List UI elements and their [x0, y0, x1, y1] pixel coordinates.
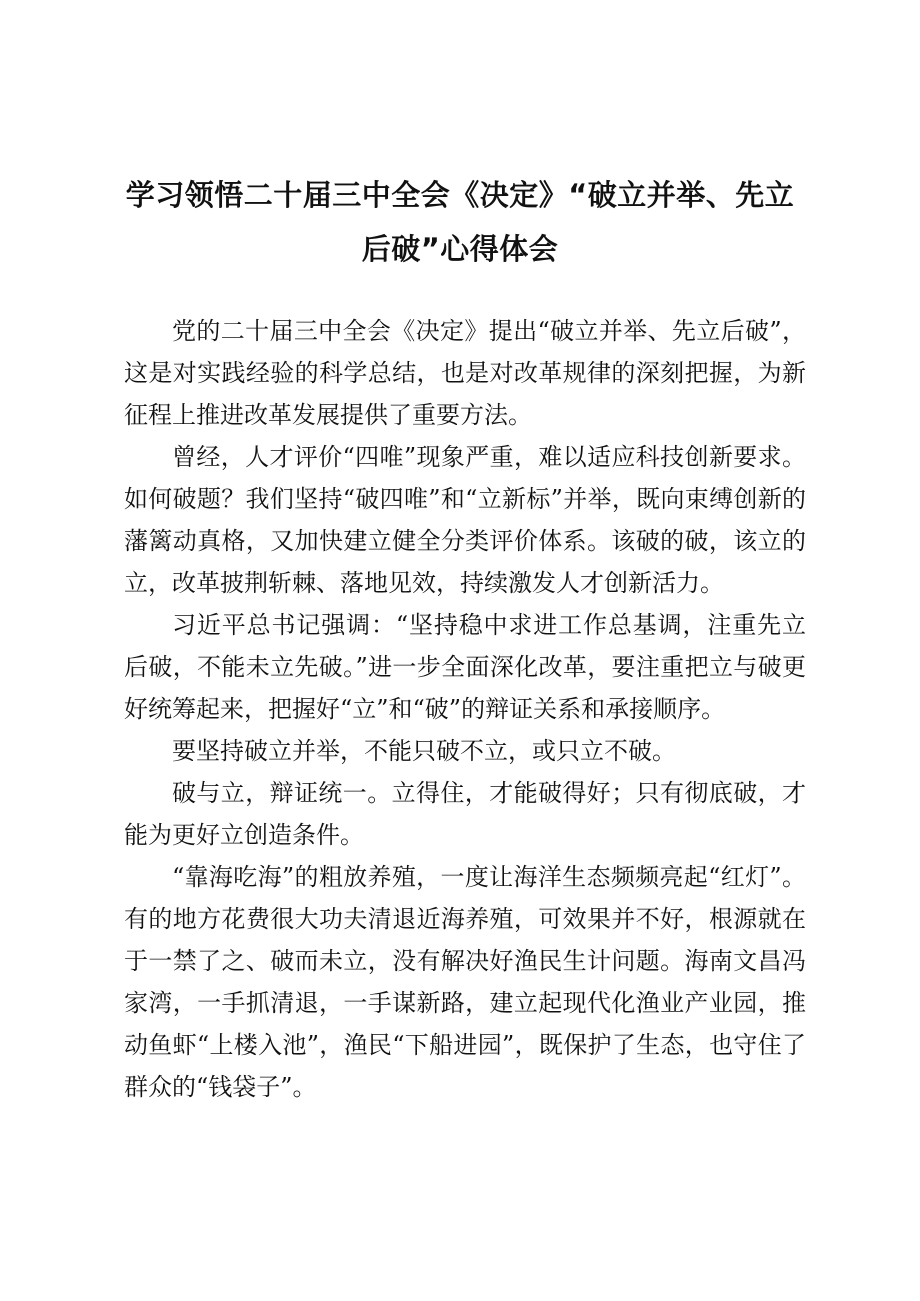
paragraph-5: 破与立，辩证统一。立得住，才能破得好；只有彻底破，才能为更好立创造条件。 [124, 779, 806, 849]
document-title: 学习领悟二十届三中全会《决定》“破立并举、先立后破”心得体会 [125, 178, 795, 266]
paragraph-6: “靠海吃海”的粗放养殖，一度让海洋生态频频亮起“红灯”。有的地方花费很大功夫清退近海养殖，可效果并不好，根源就在于一禁了之、破而未立，没有解决好渔民生计问题。海南文昌冯家湾，一手抓清退，一手谋新路，建立起现代化渔业产业园，推动鱼虾“上楼入池”，渔民“下船进园”，既保护了生态，也守住了群众的“钱袋子”。 [124, 863, 806, 1101]
paragraph-2: 曾经，人才评价“四唯”现象严重，难以适应科技创新要求。如何破题？我们坚持“破四唯”和“立新标”并举，既向束缚创新的藩篱动真格，又加快建立健全分类评价体系。该破的破，该立的立，改革披荆斩棘、落地见效，持续激发人才创新活力。 [124, 443, 806, 597]
paragraph-1: 党的二十届三中全会《决定》提出“破立并举、先立后破”，这是对实践经验的科学总结，也是对改革规律的深刻把握，为新征程上推进改革发展提供了重要方法。 [124, 317, 806, 429]
document-body [124, 310, 806, 1108]
paragraph-4: 要坚持破立并举，不能只破不立，或只立不破。 [172, 737, 676, 765]
paragraph-3: 习近平总书记强调：“坚持稳中求进工作总基调，注重先立后破，不能未立先破。”进一步全面深化改革，要注重把立与破更好统筹起来，把握好“立”和“破”的辩证关系和承接顺序。 [124, 611, 806, 723]
